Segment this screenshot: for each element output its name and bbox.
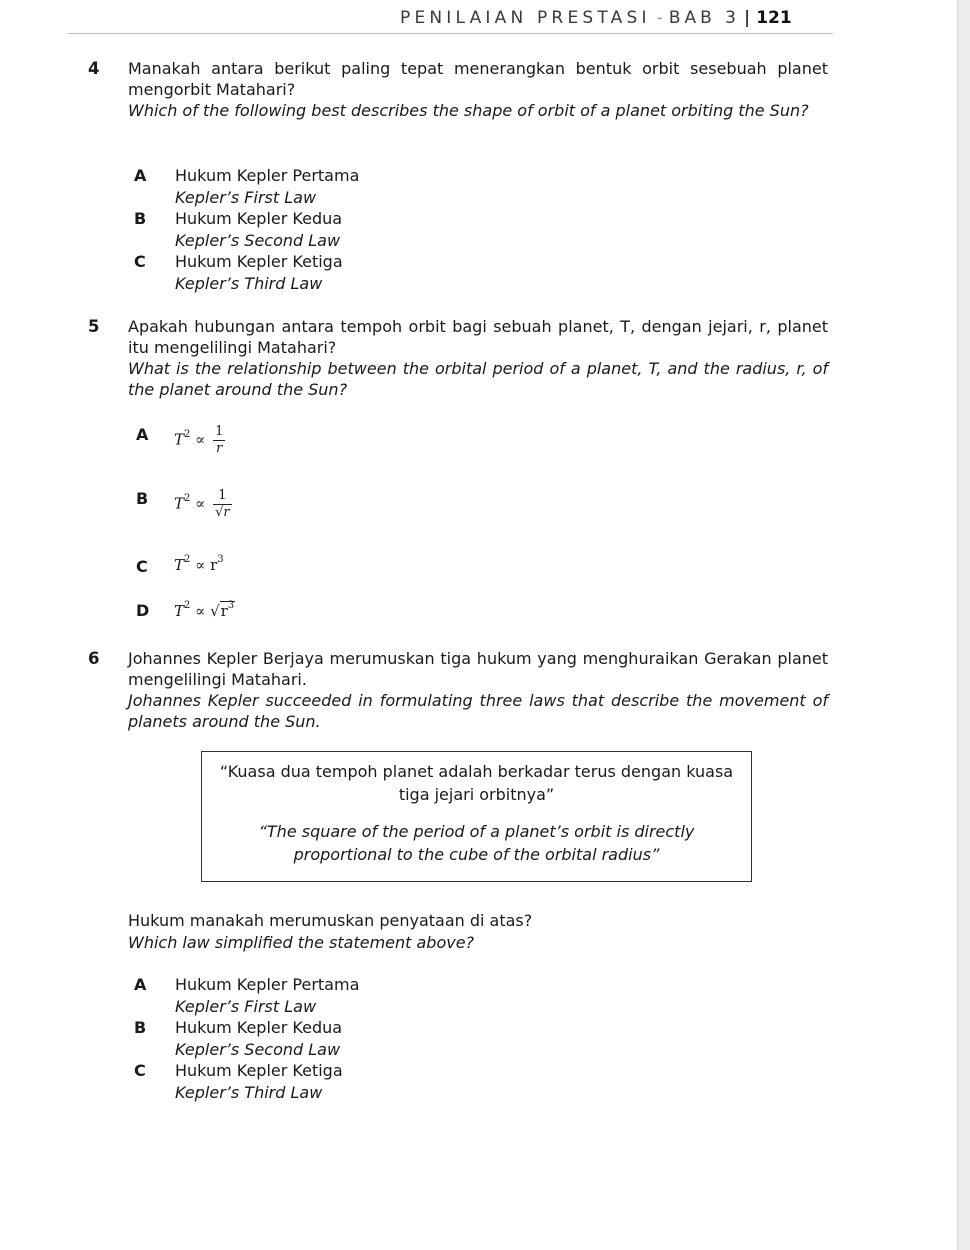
fraction-denominator xyxy=(213,504,232,521)
question-text-en: Johannes Kepler succeeded in formulating three laws that describe the movement of planets around the Sun. xyxy=(128,691,828,731)
question-number: 4 xyxy=(88,59,100,78)
option-text-en: Kepler’s Second Law xyxy=(175,230,341,250)
header-separator: - xyxy=(656,8,663,28)
formula xyxy=(174,602,235,620)
fraction xyxy=(213,424,225,457)
option-letter: A xyxy=(136,425,149,444)
radius-exponent: 3 xyxy=(217,554,224,565)
formula-exponent: 2 xyxy=(184,428,191,440)
question-6-options xyxy=(134,974,634,1103)
question-text-en: Which of the following best describes the shape of orbit of a planet orbiting the Sun? xyxy=(128,101,809,120)
question-4-options xyxy=(134,165,634,294)
follow-up-en: Which law simplified the statement above? xyxy=(128,932,475,952)
option-c[interactable] xyxy=(134,251,634,294)
option-letter: C xyxy=(136,557,148,576)
option-text-ms: Hukum Kepler Kedua xyxy=(175,209,343,228)
option-a[interactable] xyxy=(134,974,634,1017)
option-text-ms: Hukum Kepler Kedua xyxy=(175,1018,343,1037)
proportional-symbol: ∝ xyxy=(195,602,206,620)
formula xyxy=(174,556,224,574)
option-c[interactable] xyxy=(136,556,436,606)
option-text-en: Kepler’s First Law xyxy=(175,187,317,207)
option-c[interactable] xyxy=(134,1060,634,1103)
proportional-symbol: ∝ xyxy=(195,430,206,449)
page-edge xyxy=(957,0,970,1250)
formula-period: T xyxy=(174,602,185,620)
formula-period: T xyxy=(174,430,185,449)
formula xyxy=(174,424,225,457)
option-b[interactable] xyxy=(136,488,436,538)
fraction xyxy=(213,488,232,521)
formula-radius: r xyxy=(210,556,218,574)
follow-up-ms: Hukum manakah merumuskan penyataan di atas? xyxy=(128,911,533,930)
radicand xyxy=(220,601,236,620)
option-text-ms: Hukum Kepler Ketiga xyxy=(175,1061,343,1080)
formula-period: T xyxy=(174,556,185,574)
option-letter: A xyxy=(134,166,147,185)
option-b[interactable] xyxy=(134,1017,634,1060)
option-a[interactable] xyxy=(134,165,634,208)
option-letter: C xyxy=(134,1061,146,1080)
fraction-numerator: 1 xyxy=(215,424,224,439)
option-text-en: Kepler’s Second Law xyxy=(175,1039,341,1059)
option-a[interactable] xyxy=(136,424,436,474)
chapter-label: BAB 3 xyxy=(668,8,740,28)
page-header xyxy=(400,8,832,34)
fraction-numerator: 1 xyxy=(218,488,227,503)
page-number: 121 xyxy=(756,8,792,28)
option-text-ms: Hukum Kepler Pertama xyxy=(175,975,360,994)
header-divider xyxy=(68,33,833,34)
question-text-en: What is the relationship between the orbital period of a planet, T, and the radius, r, of the planet around the Sun? xyxy=(128,359,828,399)
root-symbol: √ xyxy=(210,602,220,620)
proportional-symbol: ∝ xyxy=(195,494,206,513)
question-text-ms: Johannes Kepler Berjaya merumuskan tiga hukum yang menghuraikan Gerakan planet mengelilingi Matahari. xyxy=(128,649,828,689)
question-5 xyxy=(88,316,828,400)
radius-exponent: 3 xyxy=(227,600,235,611)
option-text-ms: Hukum Kepler Pertama xyxy=(175,166,360,185)
question-text-ms: Apakah hubungan antara tempoh orbit bagi sebuah planet, T, dengan jejari, r, planet itu mengelilingi Matahari? xyxy=(128,317,828,357)
statement-en: “The square of the period of a planet’s orbit is directly proportional to the cube of the orbital radius” xyxy=(258,822,695,864)
option-letter: C xyxy=(134,252,146,271)
question-text-ms: Manakah antara berikut paling tepat menerangkan bentuk orbit sesebuah planet mengorbit Matahari? xyxy=(128,59,828,99)
option-text-ms: Hukum Kepler Ketiga xyxy=(175,252,343,271)
formula-exponent: 2 xyxy=(184,600,191,611)
option-letter: A xyxy=(134,975,147,994)
section-title: PENILAIAN PRESTASI xyxy=(400,8,651,28)
fraction-denominator: r xyxy=(213,440,225,457)
option-d[interactable] xyxy=(136,600,436,650)
formula-radius: r xyxy=(220,602,228,620)
header-bar: | xyxy=(744,8,751,28)
option-letter: B xyxy=(134,209,147,228)
option-letter: B xyxy=(136,489,149,508)
question-4 xyxy=(88,58,828,121)
formula xyxy=(174,488,232,521)
option-b[interactable] xyxy=(134,208,634,251)
question-number: 6 xyxy=(88,649,100,668)
formula-exponent: 2 xyxy=(184,492,191,504)
option-letter: D xyxy=(136,601,150,620)
option-text-en: Kepler’s Third Law xyxy=(175,273,323,293)
option-letter: B xyxy=(134,1018,147,1037)
statement-ms: “Kuasa dua tempoh planet adalah berkadar terus dengan kuasa tiga jejari orbitnya” xyxy=(219,762,734,804)
proportional-symbol: ∝ xyxy=(195,556,206,574)
root-symbol: √ xyxy=(215,505,224,520)
question-number: 5 xyxy=(88,317,100,336)
law-statement-box xyxy=(201,751,752,882)
formula-period: T xyxy=(174,494,185,513)
radicand: r xyxy=(223,505,230,520)
formula-exponent: 2 xyxy=(184,554,191,565)
follow-up-question xyxy=(128,910,828,953)
question-6 xyxy=(88,648,828,732)
option-text-en: Kepler’s Third Law xyxy=(175,1082,323,1102)
option-text-en: Kepler’s First Law xyxy=(175,996,317,1016)
